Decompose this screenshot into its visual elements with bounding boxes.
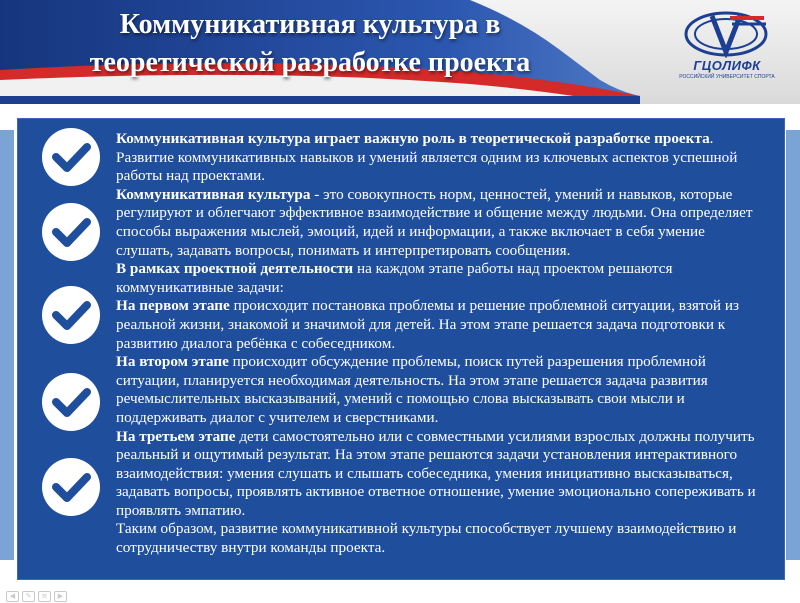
checkmark-icon [42, 373, 100, 431]
menu-icon[interactable]: ≡ [38, 591, 51, 602]
stage-2-bold: На втором этапе [116, 353, 229, 371]
next-slide-icon[interactable]: ▶ [54, 591, 67, 602]
paragraph-intro [116, 130, 764, 186]
stage-1-text: происходит постановка проблемы и решение проблемной ситуации, взятой из реальной жизни, знакомой и значимой для детей. На этом этапе решается задача подготовки к развитию диалога ребёнка с собеседником. [116, 297, 739, 352]
right-accent-bar [786, 130, 800, 560]
definition-text: - это совокупность норм, ценностей, умений и навыков, которые регулируют и облегчают эффективное взаимодействие и общение между людьми. Она определяет способы выражения мыслей, эмоций, идей и информации, а также включает в себя умение слушать, задавать вопросы, понимать и интерпретировать сообщения. [116, 185, 753, 259]
left-accent-bar [0, 130, 14, 560]
logo-name: ГЦОЛИФК [693, 58, 761, 73]
checkmark-icon [42, 203, 100, 261]
stage-3-text: дети самостоятельно или с совместными усилиями взрослых должны получить реальный и ощутимый результат. На этом этапе решаются задачи установления интерактивного взаимодействия: умения слушать и слышать собеседника, умения инициативно высказываться, задавать вопросы, проявлять активное ответное отношение, умение эмоционально сопереживать и проявлять эмпатию. [116, 427, 756, 519]
paragraph-conclusion [116, 520, 764, 557]
title-line-2: теоретической разработке проекта [89, 47, 531, 78]
paragraph-stage-1 [116, 297, 764, 353]
slideshow-controls [6, 585, 70, 599]
checkmark-icon [42, 286, 100, 344]
page-title [40, 6, 580, 82]
logo [672, 8, 782, 98]
title-line-1: Коммуникативная культура в [119, 9, 501, 40]
prev-slide-icon[interactable]: ◀ [6, 591, 19, 602]
intro-bold: Коммуникативная культура играет важную роль в теоретической разработке проекта [116, 130, 710, 147]
project-activity-text: на каждом этапе работы над проектом решаются коммуникативные задачи: [116, 260, 673, 296]
content-text [116, 130, 764, 558]
checkmark-icon [42, 128, 100, 186]
paragraph-stage-2 [116, 353, 764, 427]
stage-3-bold: На третьем этапе [116, 427, 236, 445]
stage-2-text: происходит обсуждение проблемы, поиск путей разрешения проблемной ситуации, планируется необходимая деятельность. На этом этапе решается задача развития речемыслительных высказываний, умений с помощью слова высказывать свои мысли и поддерживать диалог с учителем и сверстниками. [116, 353, 708, 426]
gtsolifk-logo-icon [672, 8, 782, 58]
conclusion-text: Таким образом, развитие коммуникативной культуры способствует лучшему взаимодействию и сотрудничеству внутри команды проекта. [116, 520, 737, 557]
intro-text: . Развитие коммуникативных навыков и умений является одним из ключевых аспектов успешной работы над проектами. [116, 130, 738, 185]
logo-subtitle: РОССИЙСКИЙ УНИВЕРСИТЕТ СПОРТА [679, 74, 775, 80]
definition-bold: Коммуникативная культура [116, 185, 311, 203]
paragraph-definition [116, 186, 764, 260]
checkmark-icon [42, 458, 100, 516]
paragraph-project-activity [116, 260, 764, 297]
stage-1-bold: На первом этапе [116, 297, 230, 315]
paragraph-stage-3 [116, 428, 764, 521]
pen-icon[interactable]: ✎ [22, 591, 35, 602]
project-activity-bold: В рамках проектной деятельности [116, 260, 354, 278]
